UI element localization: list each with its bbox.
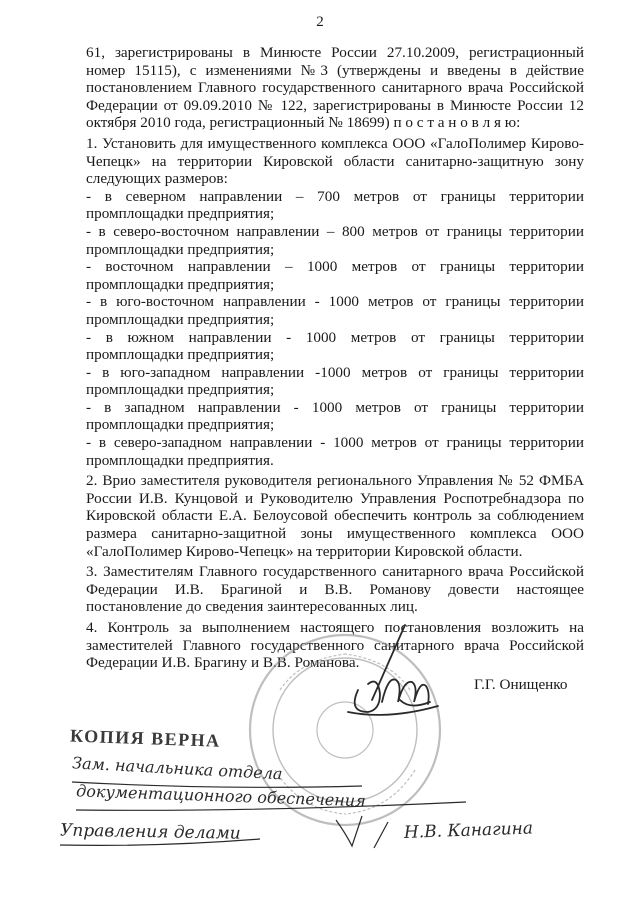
item-3: 3. Заместителям Главного государственного санитарного врача Российской Федерации И.В. Брагиной и В.В. Романову довести настоящее постановление до сведения заинтересованных лиц. bbox=[86, 563, 584, 616]
intro-paragraph: 61, зарегистрированы в Минюсте России 27.10.2009, регистрационный номер 15115), с изменениями №3 (утверждены и введены в действие постановлением Главного государственного санитарного врача Российской Федерации от 09.09.2010 № 122, зарегистрированы в Минюсте России 12 октября 2010 года, регистрационный № 18699) п о с т а н о в л я ю: bbox=[86, 44, 584, 132]
svg-text:Зам. начальника отдела: Зам. начальника отдела bbox=[71, 753, 283, 784]
page-number: 2 bbox=[316, 14, 324, 30]
direction-east: - восточном направлении – 1000 метров от границы территории промплощадки предприятия; bbox=[86, 258, 584, 293]
signature bbox=[348, 625, 438, 715]
svg-text:Н.В. Канагина: Н.В. Канагина bbox=[403, 818, 534, 843]
svg-text:КОПИЯ ВЕРНА: КОПИЯ ВЕРНА bbox=[69, 725, 221, 751]
svg-text:документационного обеспечения: документационного обеспечения bbox=[75, 781, 367, 811]
direction-south: - в южном направлении - 1000 метров от границы территории промплощадки предприятия; bbox=[86, 328, 584, 364]
copy-stamp bbox=[70, 726, 221, 751]
item-4: 4. Контроль за выполнением настоящего постановления возложить на заместителей Главного государственного санитарного врача Российской Федерации И.В. Брагину и В.В. Романова. bbox=[86, 619, 584, 672]
direction-southeast: - в юго-восточном направлении - 1000 метров от границы территории промплощадки предприятия; bbox=[86, 293, 584, 328]
svg-text:Управления делами: Управления делами bbox=[59, 820, 241, 844]
direction-northeast: - в северо-восточном направлении – 800 метров от границы территории промплощадки предприятия; bbox=[86, 222, 584, 258]
direction-northwest: - в северо-западном направлении - 1000 метров от границы территории промплощадки предприятия. bbox=[86, 434, 584, 469]
handwritten-certification bbox=[60, 753, 533, 843]
signer-name: Г.Г. Онищенко bbox=[474, 676, 568, 693]
item-2: 2. Врио заместителя руководителя регионального Управления № 52 ФМБА России И.В. Кунцовой и Руководителю Управления Роспотребнадзора по Кировской области Е.А. Белоусовой обеспечить контроль за соблюдением размера санитарно-защитной зоны имущественного комплекса ООО «ГалоПолимер Кирово-Чепецк» на территории Кировской области. bbox=[86, 472, 584, 560]
direction-west: - в западном направлении - 1000 метров от границы территории промплощадки предприятия; bbox=[86, 398, 584, 434]
direction-north: - в северном направлении – 700 метров от границы территории промплощадки предприятия; bbox=[86, 187, 584, 223]
direction-southwest: - в юго-западном направлении -1000 метров от границы территории промплощадки предприятия; bbox=[86, 363, 584, 399]
item-1: 1. Установить для имущественного комплекса ООО «ГалоПолимер Кирово-Чепецк» на территории Кировской области санитарно-защитную зону следующих размеров: bbox=[86, 134, 584, 188]
